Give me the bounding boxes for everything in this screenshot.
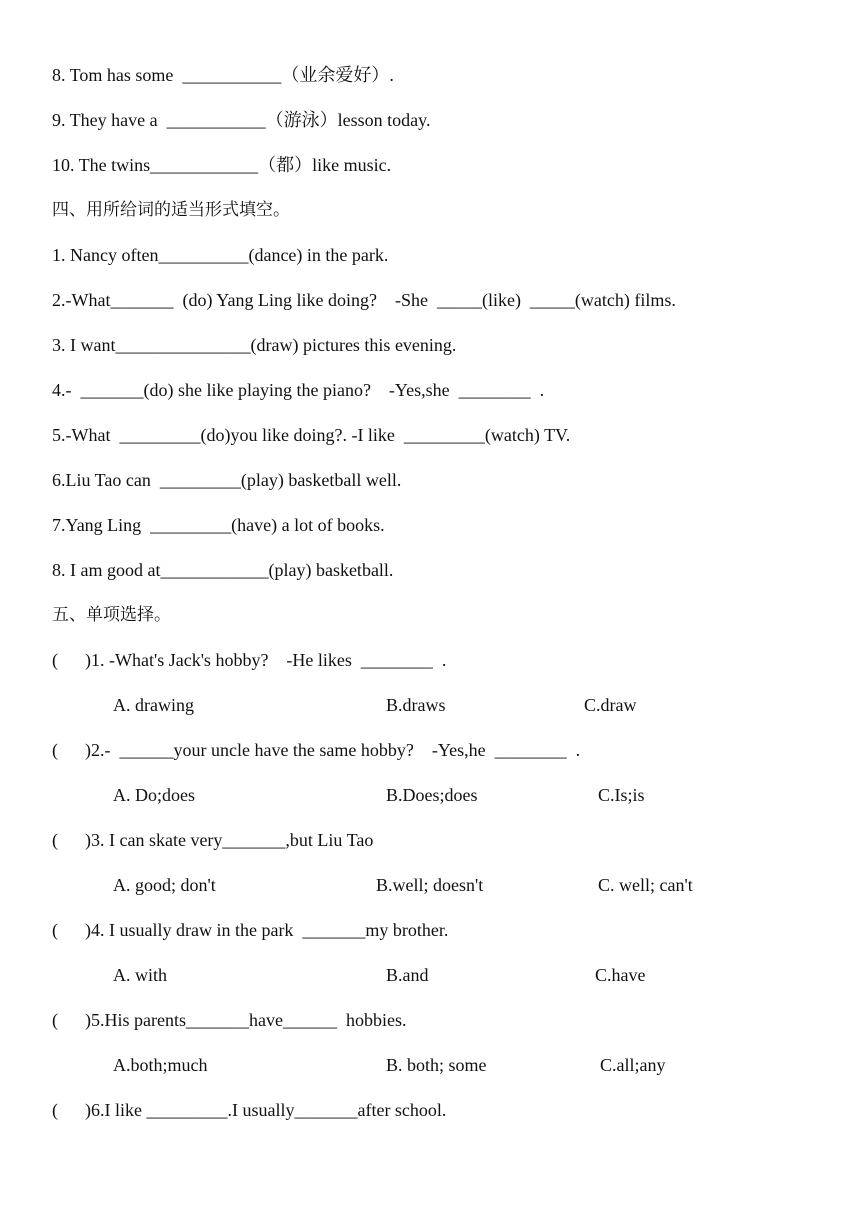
part4-question-7: 7.Yang Ling _________(have) a lot of books. [52, 515, 385, 535]
mc-question-3-option-a: A. good; don't [113, 875, 216, 895]
mc-question-3-option-b: B.well; doesn't [376, 875, 484, 895]
mc-question-2-option-a: A. Do;does [113, 785, 195, 805]
mc-question-1-option-c: C.draw [584, 695, 637, 715]
mc-question-5-option-a: A.both;much [113, 1055, 208, 1075]
mc-question-1-option-a: A. drawing [113, 695, 194, 715]
part3-question-10: 10. The twins____________（都）like music. [52, 155, 392, 175]
mc-question-6-stem: ( )6.I like _________.I usually_______after school. [52, 1100, 447, 1120]
mc-question-1-stem: ( )1. -What's Jack's hobby? -He likes ________ . [52, 650, 447, 670]
mc-question-4-option-a: A. with [113, 965, 167, 985]
mc-question-5-stem: ( )5.His parents_______have______ hobbies. [52, 1010, 407, 1030]
part3-question-9: 9. They have a ___________（游泳）lesson today. [52, 110, 431, 130]
part3-question-8: 8. Tom has some ___________（业余爱好）. [52, 65, 394, 85]
part4-question-4: 4.- _______(do) she like playing the piano? -Yes,she ________ . [52, 380, 545, 400]
mc-question-3-option-c: C. well; can't [598, 875, 693, 895]
part4-question-6: 6.Liu Tao can _________(play) basketball well. [52, 470, 402, 490]
mc-question-3-stem: ( )3. I can skate very_______,but Liu Tao [52, 830, 374, 850]
part4-question-2: 2.-What_______ (do) Yang Ling like doing? -She _____(like) _____(watch) films. [52, 290, 676, 310]
mc-question-5-option-b: B. both; some [386, 1055, 487, 1075]
part5-heading: 五、单项选择。 [52, 605, 171, 625]
part4-question-8: 8. I am good at____________(play) basketball. [52, 560, 394, 580]
part4-question-3: 3. I want_______________(draw) pictures this evening. [52, 335, 457, 355]
part4-question-1: 1. Nancy often__________(dance) in the park. [52, 245, 389, 265]
mc-question-4-option-c: C.have [595, 965, 646, 985]
mc-question-2-option-c: C.Is;is [598, 785, 645, 805]
mc-question-1-option-b: B.draws [386, 695, 446, 715]
mc-question-2-stem: ( )2.- ______your uncle have the same hobby? -Yes,he ________ . [52, 740, 581, 760]
part4-heading: 四、用所给词的适当形式填空。 [52, 200, 290, 220]
mc-question-4-stem: ( )4. I usually draw in the park _______my brother. [52, 920, 449, 940]
mc-question-5-option-c: C.all;any [600, 1055, 666, 1075]
mc-question-2-option-b: B.Does;does [386, 785, 478, 805]
mc-question-4-option-b: B.and [386, 965, 429, 985]
part4-question-5: 5.-What _________(do)you like doing?. -I like _________(watch) TV. [52, 425, 571, 445]
